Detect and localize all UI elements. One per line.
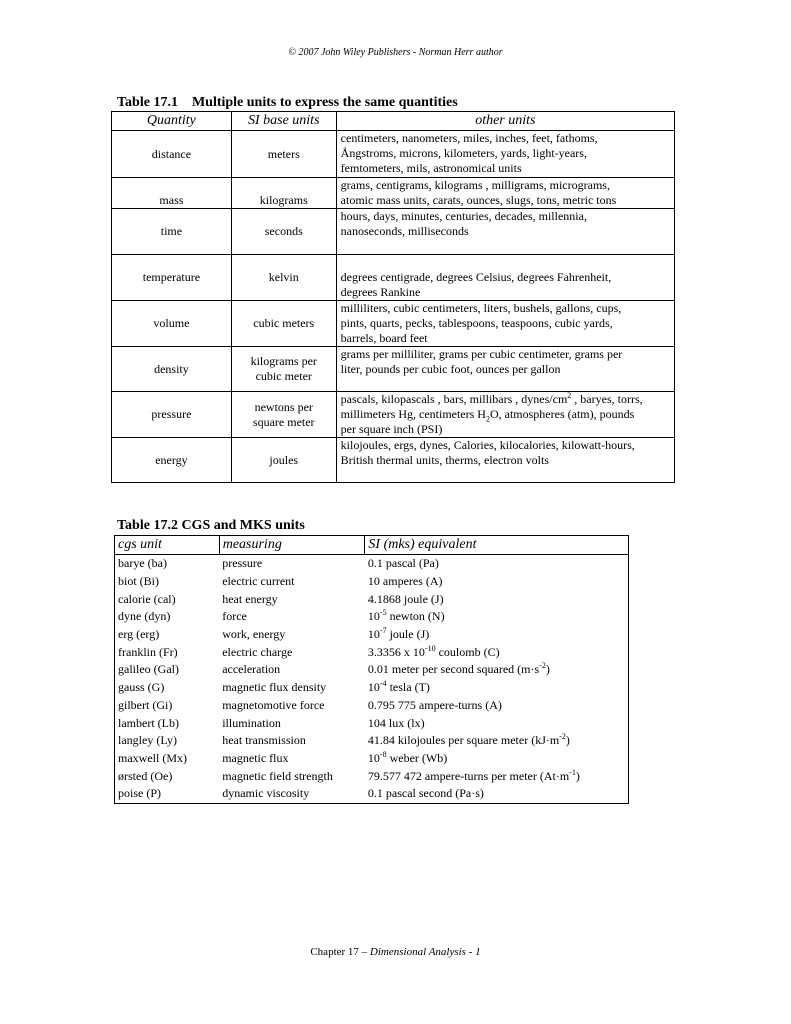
table-row — [115, 573, 629, 591]
col-header-cgs-unit: cgs unit — [115, 536, 220, 555]
table-row — [115, 608, 629, 626]
si-unit-cell: newtons per square meter — [231, 392, 336, 438]
table-row — [115, 750, 629, 768]
si-equivalent-cell: $10^{-5}$ newton (N) — [365, 608, 629, 626]
page-footer — [0, 946, 791, 958]
measuring-cell: illumination — [222, 715, 281, 730]
cgs-unit-cell: lambert (Lb) — [115, 714, 220, 732]
measuring-cell: magnetomotive force — [222, 697, 325, 712]
si-unit-cell: kilograms per cubic meter — [231, 347, 336, 392]
cgs-unit-cell: ørsted (Oe) — [115, 767, 220, 785]
other-units-cell: degrees centigrade, degrees Celsius, degrees Fahrenheit, degrees Rankine — [336, 255, 674, 301]
table-row — [115, 714, 629, 732]
measuring-cell: magnetic flux density — [222, 680, 327, 695]
col-header-other-units: other units — [336, 112, 674, 131]
measuring-cell: magnetic flux — [222, 750, 289, 765]
si-equivalent-cell: 0.01 meter per second squared $(m\cdot s^{-2})$ — [365, 661, 629, 679]
other-units-cell: milliliters, cubic centimeters, liters, bushels, gallons, cups, pints, quarts, pecks, tablespoons, teaspoons, cubic yards, barrels, board feet — [336, 301, 674, 347]
page-header: © 2007 John Wiley Publishers - Norman Herr author — [288, 47, 503, 58]
table-row — [112, 209, 675, 255]
quantity-cell: pressure — [112, 392, 232, 438]
quantity-cell: energy — [112, 438, 232, 483]
col-header-quantity: Quantity — [112, 112, 232, 131]
cgs-unit-cell: barye (ba) — [115, 555, 220, 573]
table2-title: Table 17.2 CGS and MKS units — [117, 518, 305, 533]
table-row — [115, 697, 629, 715]
si-equivalent-cell: 0.795 775 ampere-turns (A) — [365, 697, 629, 715]
measuring-cell: acceleration — [222, 662, 281, 677]
measuring-cell: magnetic field strength — [222, 768, 333, 783]
table-row — [115, 679, 629, 697]
si-unit-cell: kelvin — [231, 255, 336, 301]
si-unit-cell: seconds — [231, 209, 336, 255]
table1-title: Table 17.1 Multiple units to express the same quantities — [117, 95, 458, 110]
cgs-unit-cell: galileo (Gal) — [115, 661, 220, 679]
cgs-unit-cell: maxwell (Mx) — [115, 750, 220, 768]
table-row — [115, 732, 629, 750]
si-unit-cell: joules — [231, 438, 336, 483]
cgs-unit-cell: langley (Ly) — [115, 732, 220, 750]
table-row — [112, 131, 675, 178]
table2-header-row — [115, 536, 629, 555]
measuring-cell: heat transmission — [222, 733, 306, 748]
measuring-cell: work, energy — [222, 627, 286, 642]
quantity-cell: density — [112, 347, 232, 392]
table-row — [115, 785, 629, 803]
table-row — [115, 555, 629, 573]
table-row — [115, 590, 629, 608]
table-row — [112, 347, 675, 392]
quantity-cell: mass — [112, 178, 232, 209]
measuring-cell: dynamic viscosity — [219, 785, 365, 803]
si-equivalent-cell: 104 lux (lx) — [365, 714, 629, 732]
measuring-cell: pressure — [222, 556, 263, 571]
si-equivalent-cell: 79.577 472 ampere-turns per meter $(At\cdot m^{-1})$ — [365, 767, 629, 785]
other-units-cell: kilojoules, ergs, dynes, Calories, kilocalories, kilowatt-hours, British thermal units, therms, electron volts — [336, 438, 674, 483]
cgs-unit-cell: erg (erg) — [115, 626, 220, 644]
cgs-mks-table — [114, 535, 629, 804]
si-equivalent-cell: 3.3356 x $10^{-10}$ coulomb (C) — [365, 643, 629, 661]
si-equivalent-cell: 10 amperes (A) — [365, 573, 629, 591]
measuring-cell: electric current — [222, 574, 295, 589]
cgs-unit-cell: biot (Bi) — [115, 573, 220, 591]
si-equivalent-cell: 4.1868 joule (J) — [365, 590, 629, 608]
si-equivalent-cell: 0.1 pascal second (Pa·s) — [365, 785, 629, 803]
cgs-unit-cell: dyne (dyn) — [115, 608, 220, 626]
cgs-unit-cell: poise (P) — [115, 785, 220, 803]
measuring-cell: force — [222, 609, 247, 624]
si-equivalent-cell: $10^{-7}$ joule (J) — [365, 626, 629, 644]
si-equivalent-cell: $10^{-4}$ tesla (T) — [365, 679, 629, 697]
si-unit-cell: meters — [231, 131, 336, 178]
quantity-cell: volume — [112, 301, 232, 347]
units-table — [111, 111, 675, 483]
footer-title: Dimensional Analysis - 1 — [369, 946, 481, 958]
col-header-si-base-units: SI base units — [231, 112, 336, 131]
table-row — [112, 392, 675, 438]
si-equivalent-cell: 0.1 pascal (Pa) — [365, 555, 629, 573]
col-header-measuring: measuring — [219, 536, 365, 555]
measuring-cell: electric charge — [222, 644, 293, 659]
cgs-unit-cell: calorie (cal) — [115, 590, 220, 608]
si-unit-cell: kilograms — [231, 178, 336, 209]
footer-chapter: Chapter 17 – — [310, 946, 370, 958]
other-units-cell: pascals, kilopascals , bars, millibars , dynes/$cm^2$ , baryes, torrs, millimeters Hg, centimeters $H_2O$, atmospheres (atm), pounds per square inch (PSI) — [336, 392, 674, 438]
cgs-unit-cell: franklin (Fr) — [115, 643, 220, 661]
table-row — [115, 767, 629, 785]
quantity-cell: distance — [112, 131, 232, 178]
table-row — [115, 661, 629, 679]
table-row — [112, 255, 675, 301]
cgs-unit-cell: gauss (G) — [115, 679, 220, 697]
col-header-si-equivalent: SI (mks) equivalent — [365, 536, 629, 555]
table1-header-row — [112, 112, 675, 131]
table-row — [115, 643, 629, 661]
other-units-cell: grams per milliliter, grams per cubic centimeter, grams per liter, pounds per cubic foot, ounces per gallon — [336, 347, 674, 392]
quantity-cell: time — [112, 209, 232, 255]
table-row — [112, 178, 675, 209]
table-row — [112, 301, 675, 347]
quantity-cell: temperature — [112, 255, 232, 301]
table-row — [115, 626, 629, 644]
table-row — [112, 438, 675, 483]
si-equivalent-cell: 41.84 kilojoules per square meter $(kJ\cdot m^{-2})$ — [365, 732, 629, 750]
other-units-cell: centimeters, nanometers, miles, inches, feet, fathoms, Ångstroms, microns, kilometers, yards, light-years, femtometers, mils, astronomical units — [336, 131, 674, 178]
cgs-unit-cell: gilbert (Gi) — [115, 697, 220, 715]
measuring-cell: heat energy — [222, 591, 278, 606]
other-units-cell: grams, centigrams, kilograms , milligrams, micrograms, atomic mass units, carats, ounces, slugs, tons, metric tons — [336, 178, 674, 209]
other-units-cell: hours, days, minutes, centuries, decades, millennia, nanoseconds, milliseconds — [336, 209, 674, 255]
si-unit-cell: cubic meters — [231, 301, 336, 347]
si-equivalent-cell: $10^{-8}$ weber (Wb) — [365, 750, 629, 768]
